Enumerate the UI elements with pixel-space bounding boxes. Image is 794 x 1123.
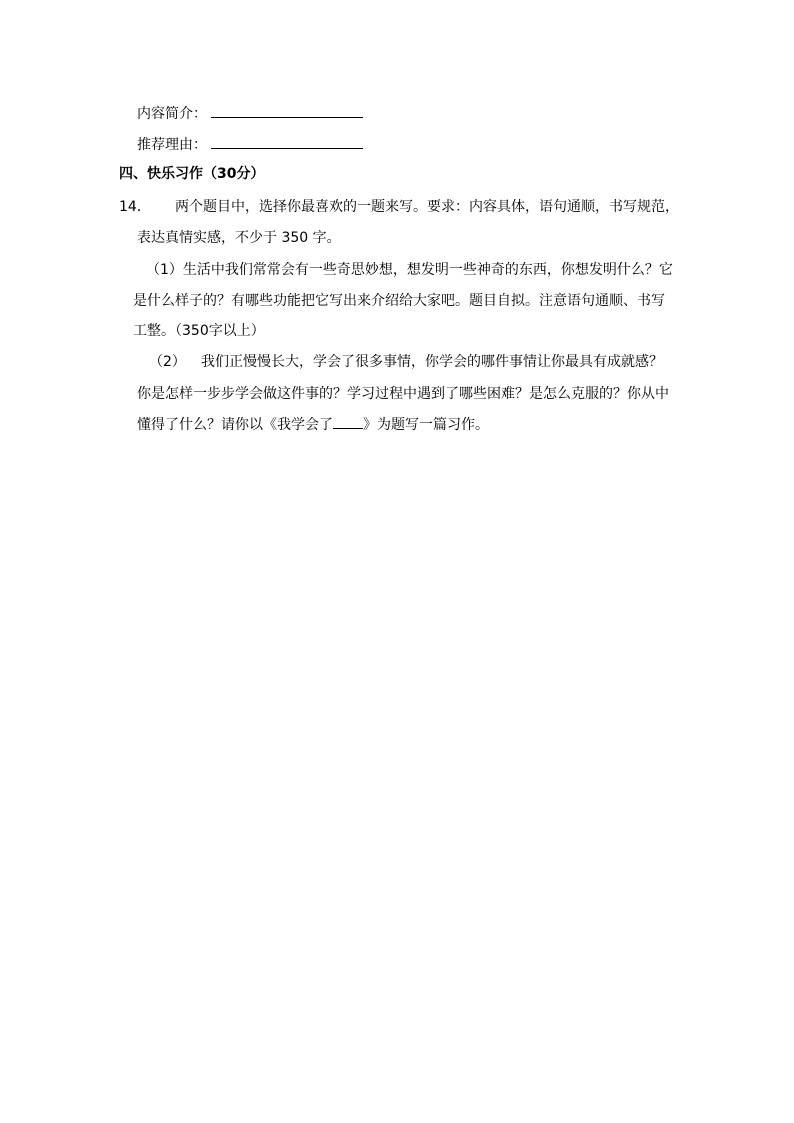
option1-line3: 工整。（350字以上） — [133, 323, 265, 339]
question-intro-line2: 表达真情实感，不少于 350 字。 — [137, 230, 341, 246]
option2-line2: 你是怎样一步步学会做这件事的？学习过程中遇到了哪些困难？是怎么克服的？你从中 — [137, 386, 669, 402]
summary-field — [137, 103, 363, 124]
option2-line1 — [149, 352, 663, 372]
reason-field — [137, 134, 363, 155]
option1-line1: （1）生活中我们常常会有一些奇思妙想，想发明一些神奇的东西，你想发明什么？它 — [146, 262, 673, 278]
option2-line3-start: 懂得了什么？请你以《我学会了 — [137, 417, 333, 433]
option2-line3 — [137, 414, 489, 435]
option2-text: 我们正慢慢长大，学会了很多事情，你学会的哪件事情让你最具有成就感？ — [201, 354, 663, 370]
summary-label: 内容简介： — [137, 106, 207, 122]
section-heading: 四、快乐习作（30分） — [119, 166, 265, 182]
question-intro-text: 两个题目中，选择你最喜欢的一题来写。要求：内容具体，语句通顺，书写规范， — [175, 199, 679, 215]
reason-label: 推荐理由： — [137, 137, 207, 153]
reason-blank[interactable] — [211, 134, 363, 149]
title-blank[interactable] — [333, 414, 363, 429]
question-intro-line1 — [119, 197, 679, 217]
option2-line3-end: 》为题写一篇习作。 — [363, 417, 489, 433]
option2-label: （2） — [149, 354, 186, 370]
option1-line2: 是什么样子的？有哪些功能把它写出来介绍给大家吧。题目自拟。注意语句通顺、书写 — [133, 293, 665, 309]
summary-blank[interactable] — [211, 103, 363, 118]
question-number: 14． — [119, 199, 151, 215]
